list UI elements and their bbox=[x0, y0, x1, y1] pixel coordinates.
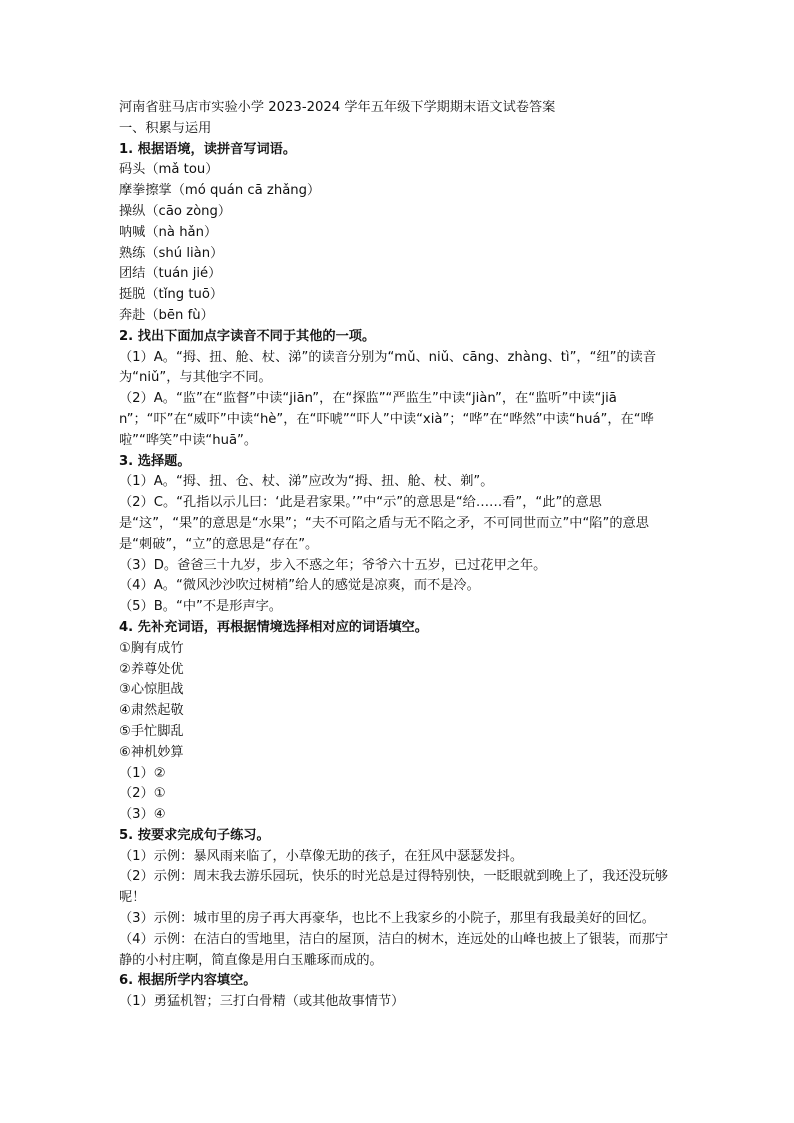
question-1-heading: 1. 根据语境，读拼音写词语。 bbox=[119, 141, 297, 157]
q1-item: 码头（mǎ tou） bbox=[119, 162, 219, 178]
q1-item: 挺脱（tǐng tuō） bbox=[119, 287, 224, 303]
question-4-heading: 4. 先补充词语，再根据情境选择相对应的词语填空。 bbox=[119, 619, 428, 635]
q3-answer-5: （5）B。“中”不是形声字。 bbox=[119, 599, 282, 615]
q4-answer: （2）① bbox=[119, 786, 166, 802]
q4-item: ⑥神机妙算 bbox=[119, 744, 184, 760]
q1-item: 熟练（shú liàn） bbox=[119, 245, 224, 261]
q3-answer-3: （3）D。爸爸三十九岁，步入不惑之年；爷爷六十五岁，已过花甲之年。 bbox=[119, 557, 547, 573]
q4-item: ④肃然起敬 bbox=[119, 703, 184, 719]
q4-answer: （1）② bbox=[119, 765, 166, 781]
question-2-heading: 2. 找出下面加点字读音不同于其他的一项。 bbox=[119, 328, 376, 344]
q5-answer-1: （1）示例：暴风雨来临了，小草像无助的孩子，在狂风中瑟瑟发抖。 bbox=[119, 848, 524, 864]
q1-item: 操纵（cāo zòng） bbox=[119, 203, 232, 219]
answer-content bbox=[119, 98, 679, 1013]
q3-answer-1: （1）A。“拇、扭、仓、杖、涕”应改为“拇、扭、舱、杖、剃”。 bbox=[119, 474, 494, 490]
q4-answer: （3）④ bbox=[119, 807, 166, 823]
q1-item: 摩拳擦掌（mó quán cā zhǎng） bbox=[119, 183, 321, 199]
q4-item: ⑤手忙脚乱 bbox=[119, 723, 184, 739]
q4-item: ③心惊胆战 bbox=[119, 682, 184, 698]
q3-answer-4: （4）A。“微风沙沙吹过树梢”给人的感觉是凉爽，而不是冷。 bbox=[119, 578, 480, 594]
q4-item: ②养尊处优 bbox=[119, 661, 184, 677]
question-6-heading: 6. 根据所学内容填空。 bbox=[119, 973, 257, 989]
q3-answer-2: （2）C。“孔指以示儿曰：‘此是君家果。’”中“示”的意思是“给……看”，“此”的意思是“这”，“果”的意思是“水果”；“夫不可陷之盾与无不陷之矛，不可同世而立”中“陷”的意思是“刺破”，“立”的意思是“存在”。 bbox=[119, 495, 649, 552]
q1-item: 奔赴（bēn fù） bbox=[119, 307, 214, 323]
question-5-heading: 5. 按要求完成句子练习。 bbox=[119, 827, 270, 843]
q5-answer-4: （4）示例：在洁白的雪地里，洁白的屋顶，洁白的树木，连远处的山峰也披上了银装，而那宁静的小村庄啊，简直像是用白玉雕琢而成的。 bbox=[119, 931, 669, 968]
q1-item: 呐喊（nà hǎn） bbox=[119, 224, 218, 240]
q4-item: ①胸有成竹 bbox=[119, 640, 184, 656]
document-title: 河南省驻马店市实验小学 2023-2024 学年五年级下学期期末语文试卷答案 bbox=[119, 100, 556, 115]
q5-answer-2: （2）示例：周末我去游乐园玩，快乐的时光总是过得特别快，一眨眼就到晚上了，我还没玩够呢！ bbox=[119, 869, 669, 906]
q6-answer-1: （1）勇猛机智；三打白骨精（或其他故事情节） bbox=[119, 994, 405, 1010]
q2-answer-1: （1）A。“拇、扭、舱、杖、涕”的读音分别为“mǔ、niǔ、cāng、zhàng、tì”，“纽”的读音为“niǔ”，与其他字不同。 bbox=[119, 349, 657, 386]
section-heading: 一、积累与运用 bbox=[119, 120, 212, 136]
q5-answer-3: （3）示例：城市里的房子再大再豪华，也比不上我家乡的小院子，那里有我最美好的回忆。 bbox=[119, 911, 655, 927]
question-3-heading: 3. 选择题。 bbox=[119, 453, 191, 469]
q2-answer-2: （2）A。“监”在“监督”中读“jiān”，在“探监”“严监生”中读“jiàn”，在“监听”中读“jiān”；“吓”在“威吓”中读“hè”，在“吓唬”“吓人”中读“xià”；“哗”在“哗然”中读“huá”，在“哗啦”“哗笑”中读“huā”。 bbox=[119, 391, 654, 448]
q1-item: 团结（tuán jié） bbox=[119, 266, 222, 282]
